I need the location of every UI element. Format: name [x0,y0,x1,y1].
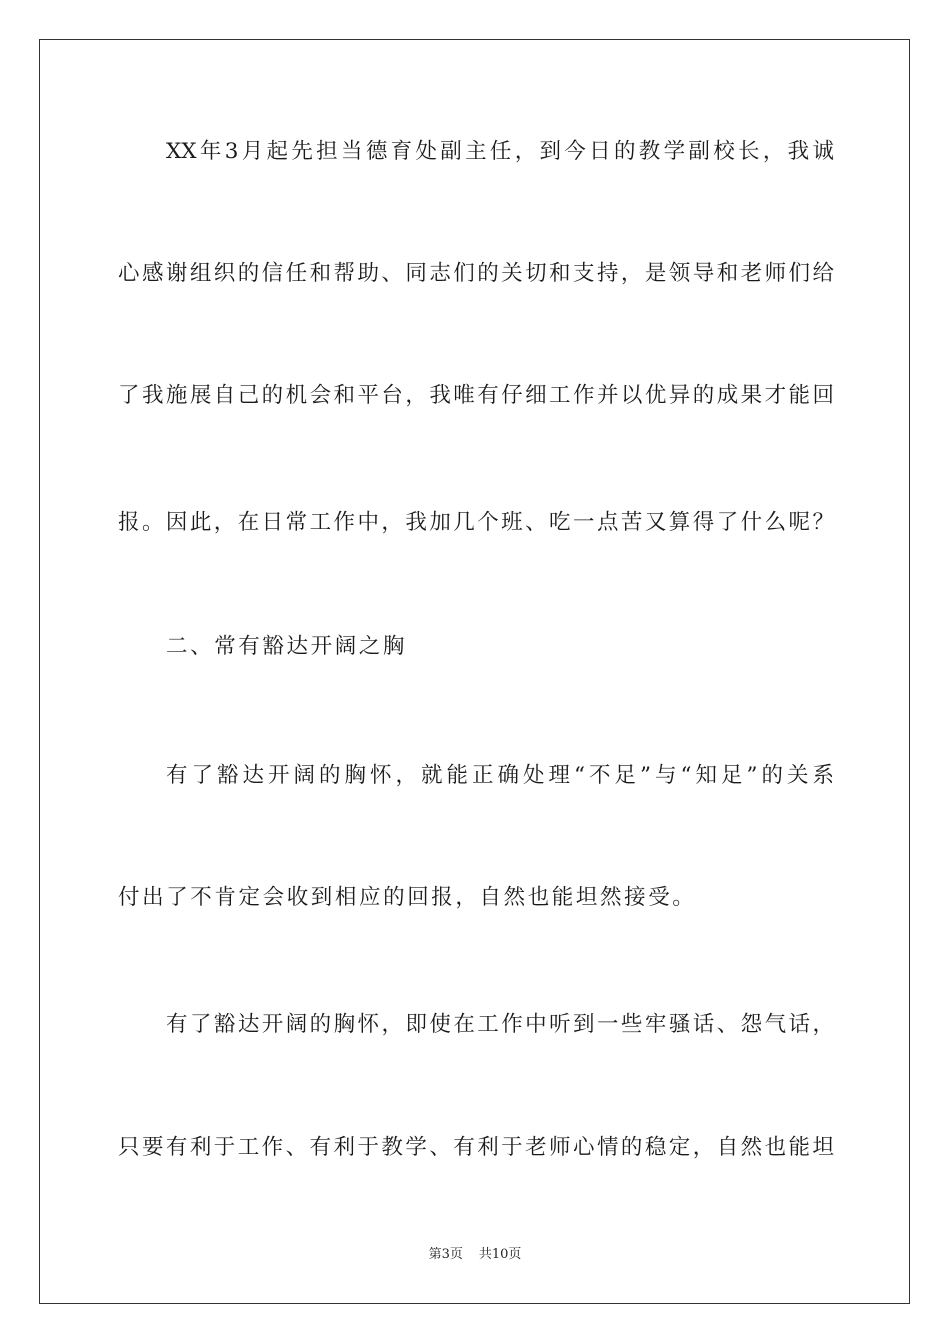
page-number: 第3页 [428,1247,463,1262]
paragraph-line: 只要有利于工作、有利于教学、有利于老师心情的稳定，自然也能坦 [118,1135,834,1160]
paragraph-line: 报。因此，在日常工作中，我加几个班、吃一点苦又算得了什么呢？ [118,510,834,535]
paragraph-line: 付出了不肯定会收到相应的回报，自然也能坦然接受。 [118,885,697,910]
section-heading: 二、常有豁达开阔之胸 [166,634,408,659]
page-footer [0,1246,950,1264]
paragraph-line: 有了豁达开阔的胸怀，即使在工作中听到一些牢骚话、怨气话， [166,1012,834,1037]
paragraph-line: 有了豁达开阔的胸怀，就能正确处理“不足”与“知足”的关系 [166,763,834,788]
paragraph-line: XX年3月起先担当德育处副主任，到今日的教学副校长，我诚 [166,139,834,164]
paragraph-line: 了我施展自己的机会和平台，我唯有仔细工作并以优异的成果才能回 [118,383,834,408]
page-border [39,39,910,1304]
page-total: 共10页 [478,1247,522,1262]
paragraph-line: 心感谢组织的信任和帮助、同志们的关切和支持，是领导和老师们给 [118,261,834,286]
